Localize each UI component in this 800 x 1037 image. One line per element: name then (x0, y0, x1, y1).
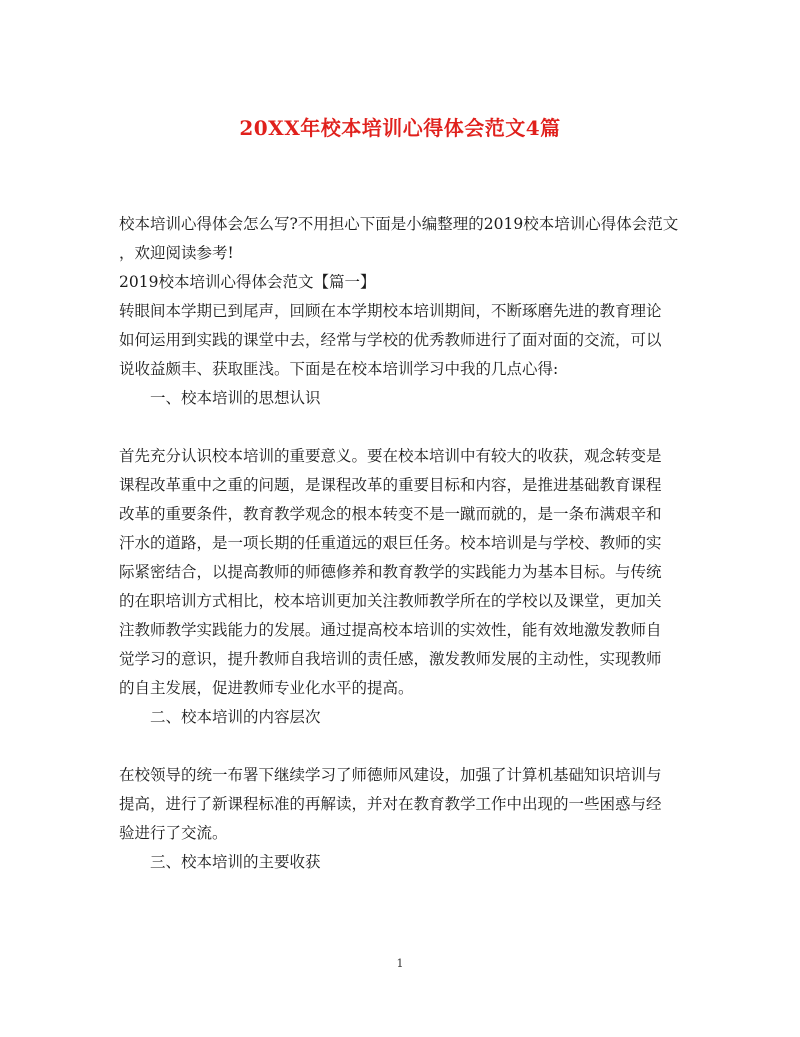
paragraph-line: 转眼间本学期已到尾声，回顾在本学期校本培训期间，不断琢磨先进的教育理论 (119, 302, 662, 320)
paragraph-line: 的自主发展，促进教师专业化水平的提高。 (119, 679, 414, 697)
intro-line: ，欢迎阅读参考! (119, 244, 234, 262)
blank-line (119, 413, 685, 442)
section-heading: 二、校本培训的内容层次 (150, 708, 321, 726)
intro-line: 校本培训心得体会怎么写?不用担心下面是小编整理的2019校本培训心得体会范文 (119, 215, 679, 233)
paragraph-line: 在校领导的统一布署下继续学习了师德师风建设，加强了计算机基础知识培训与 (119, 766, 662, 784)
paragraph-line: 说收益颇丰、获取匪浅。下面是在校本培训学习中我的几点心得: (119, 360, 559, 378)
blank-line (119, 732, 685, 761)
paragraph-line: 际紧密结合，以提高教师的师德修养和教育教学的实践能力为基本目标。与传统 (119, 563, 662, 581)
section-heading: 一、校本培训的思想认识 (150, 389, 321, 407)
paragraph-line: 注教师教学实践能力的发展。通过提高校本培训的实效性，能有效地激发教师自 (119, 621, 662, 639)
paragraph-line: 验进行了交流。 (119, 824, 228, 842)
paragraph-line: 课程改革重中之重的问题，是课程改革的重要目标和内容，是推进基础教育课程 (119, 476, 662, 494)
document-body (119, 210, 685, 877)
paragraph-line: 汗水的道路，是一项长期的任重道远的艰巨任务。校本培训是与学校、教师的实 (119, 534, 662, 552)
page-number: 1 (396, 957, 404, 970)
document-title: 20XX年校本培训心得体会范文4篇 (239, 116, 561, 140)
paragraph-line: 提高，进行了新课程标准的再解读，并对在教育教学工作中出现的一些困惑与经 (119, 795, 662, 813)
paragraph-line: 首先充分认识校本培训的重要意义。要在校本培训中有较大的收获，观念转变是 (119, 447, 662, 465)
paragraph-line: 如何运用到实践的课堂中去，经常与学校的优秀教师进行了面对面的交流，可以 (119, 331, 662, 349)
paragraph-line: 改革的重要条件，教育教学观念的根本转变不是一蹴而就的，是一条布满艰辛和 (119, 505, 662, 523)
article-subheading: 2019校本培训心得体会范文【篇一】 (119, 273, 376, 291)
paragraph-line: 的在职培训方式相比，校本培训更加关注教师教学所在的学校以及课堂，更加关 (119, 592, 662, 610)
paragraph-line: 觉学习的意识，提升教师自我培训的责任感，激发教师发展的主动性，实现教师 (119, 650, 662, 668)
section-heading: 三、校本培训的主要收获 (150, 853, 321, 871)
